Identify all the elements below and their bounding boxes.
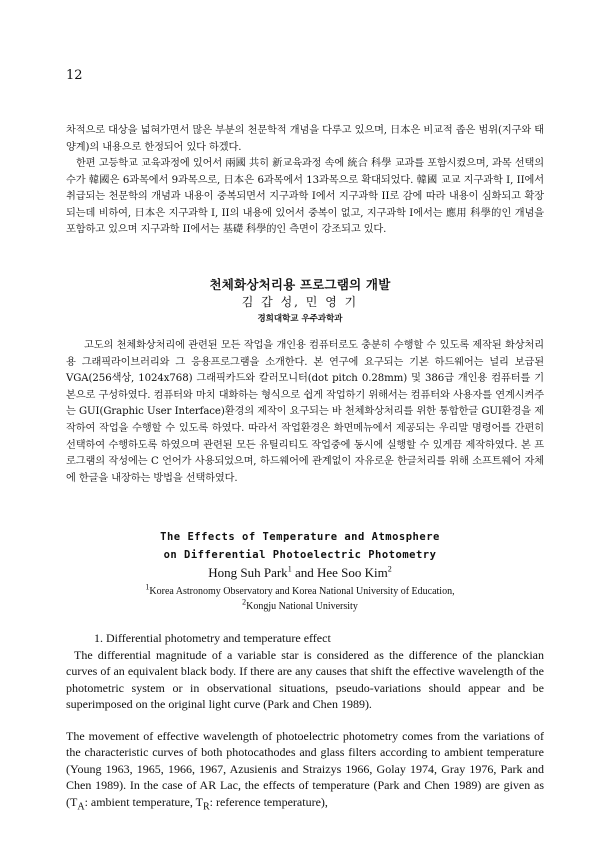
korean-abstract-body: 고도의 천체화상처리에 관련된 모든 작업을 개인용 컴퓨터로도 충분히 수행할 수 있도록 제작된 화상처리용 그래픽라이브러리와 그 응용프로그램을 소개한다. 본 연구에 요구되는 기본 하드웨어는 널리 보급된 VGA(256색상, 1024x768) 그래픽카드와 칼러모니터(dot pitch 0.28mm) 및 386급 개인용 컴퓨터를 기본으로 구성하였다. 컴퓨터와 마치 대화하는 형식으로 쉽게 작업하기 위해서는 컴퓨터와 사용자를 연계시켜주는 GUI(Graphic User Interface)환경의 제작이 요구되는 바 천체화상처리를 위한 통합한글 GUI환경을 제작하여 작업을 수행할 수 있도록 하였다. 따라서 작업환경은 화면메뉴에서 제공되는 우리말 명령어를 간편히 선택하여 수행하도록 하였으며 관련된 모든 유틸리티도 작업중에 동시에 실행할 수 있게끔 제작하였다. 본 프로그램의 작성에는 C 언어가 사용되었으며, 하드웨어에 관계없이 자유로운 한글처리를 위해 소프트웨어 자체에 한글을 내장하는 방법을 선택하였다. <box>66 340 544 484</box>
paragraph-2-end: : reference temperature), <box>209 794 328 809</box>
subscript-r: R <box>202 801 210 813</box>
authors-and: and <box>291 565 317 580</box>
author-2: Hee Soo Kim <box>316 565 388 580</box>
subscript-a: A <box>77 801 85 813</box>
paragraph-2-mid: : ambient temperature, T <box>84 794 203 809</box>
affiliation-2-text: Kongju National University <box>246 601 358 612</box>
korean-intro-paragraph-2: 한편 고등학교 교육과정에 있어서 兩國 共히 新교육과정 속에 統合 科學 교과를 포함시켰으며, 과목 선택의 수가 韓國은 6과목에서 9과목으로, 日本은 6과목에서 13과목으로 확대되었다. 韓國 교교 지구과학 I, II에서 취급되는 천문학의 개념과 내용이 중복되면서 지구과학 I에서 지구과학 II로 감에 따라 내용이 심화되고 확장되는데 비하여, 日本은 지구과학 I, II의 내용에 있어서 중복이 없고, 지구과학 I에서는 應用 科學的인 개념을 포함하고 있으며 지구과학 II에서는 基礎 科學的인 측면이 강조되고 있다. <box>66 158 544 236</box>
korean-abstract-authors: 김 갑 성, 민 영 기 <box>241 295 359 309</box>
paragraph-2-text: The movement of effective wavelength of photoelectric photometry comes from the variations of the characteristic curves of both photocathodes and glass filters according to ambient temperature (Young 1963, 1965, 1966, 1967, Azusienis and Straizys 1966, Golay 1974, Gray 1976, Park and Chen 1989). In the case of AR Lac, the effects of temperature (Park and Chen 1989) are given as (T <box>66 729 544 809</box>
korean-abstract-affiliation: 경희대학교 우주과학과 <box>257 314 343 324</box>
english-authors <box>0 565 600 581</box>
korean-intro-paragraph-1: 차적으로 대상을 넓혀가면서 많은 부분의 천문학적 개념을 다루고 있으며, 日本은 비교적 좁은 범위(지구와 태양계)의 내용으로 한정되어 있다 하겠다. <box>66 125 544 153</box>
affiliation-1-text: Korea Astronomy Observatory and Korea National University of Education, <box>149 586 455 597</box>
english-paragraph-1: The differential magnitude of a variable star is considered as the difference of the planckian curves of an equivalent black body. If there are any causes that shift the effective wavelength of the photometric system or in observational situations, pseudo-variations should appear and be superimposed on the original light curve (Park and Chen 1989). <box>66 648 544 712</box>
english-affiliation-1 <box>0 582 600 597</box>
author-1: Hong Suh Park <box>208 565 288 580</box>
korean-abstract-title: 천체화상처리용 프로그램의 개발 <box>209 277 391 292</box>
section-heading: 1. Differential photometry and temperature effect <box>94 631 331 645</box>
page-number: 12 <box>66 68 83 83</box>
author-2-mark: 2 <box>387 564 392 574</box>
english-affiliation-2 <box>0 597 600 612</box>
english-paragraph-2 <box>66 728 544 815</box>
english-title-line-1: The Effects of Temperature and Atmosphere <box>160 531 440 543</box>
affiliation-2-mark: 2 <box>242 597 247 607</box>
english-title-line-2: on Differential Photoelectric Photometry <box>163 549 437 561</box>
author-1-mark: 1 <box>287 564 292 574</box>
affiliation-1-mark: 1 <box>145 582 150 592</box>
